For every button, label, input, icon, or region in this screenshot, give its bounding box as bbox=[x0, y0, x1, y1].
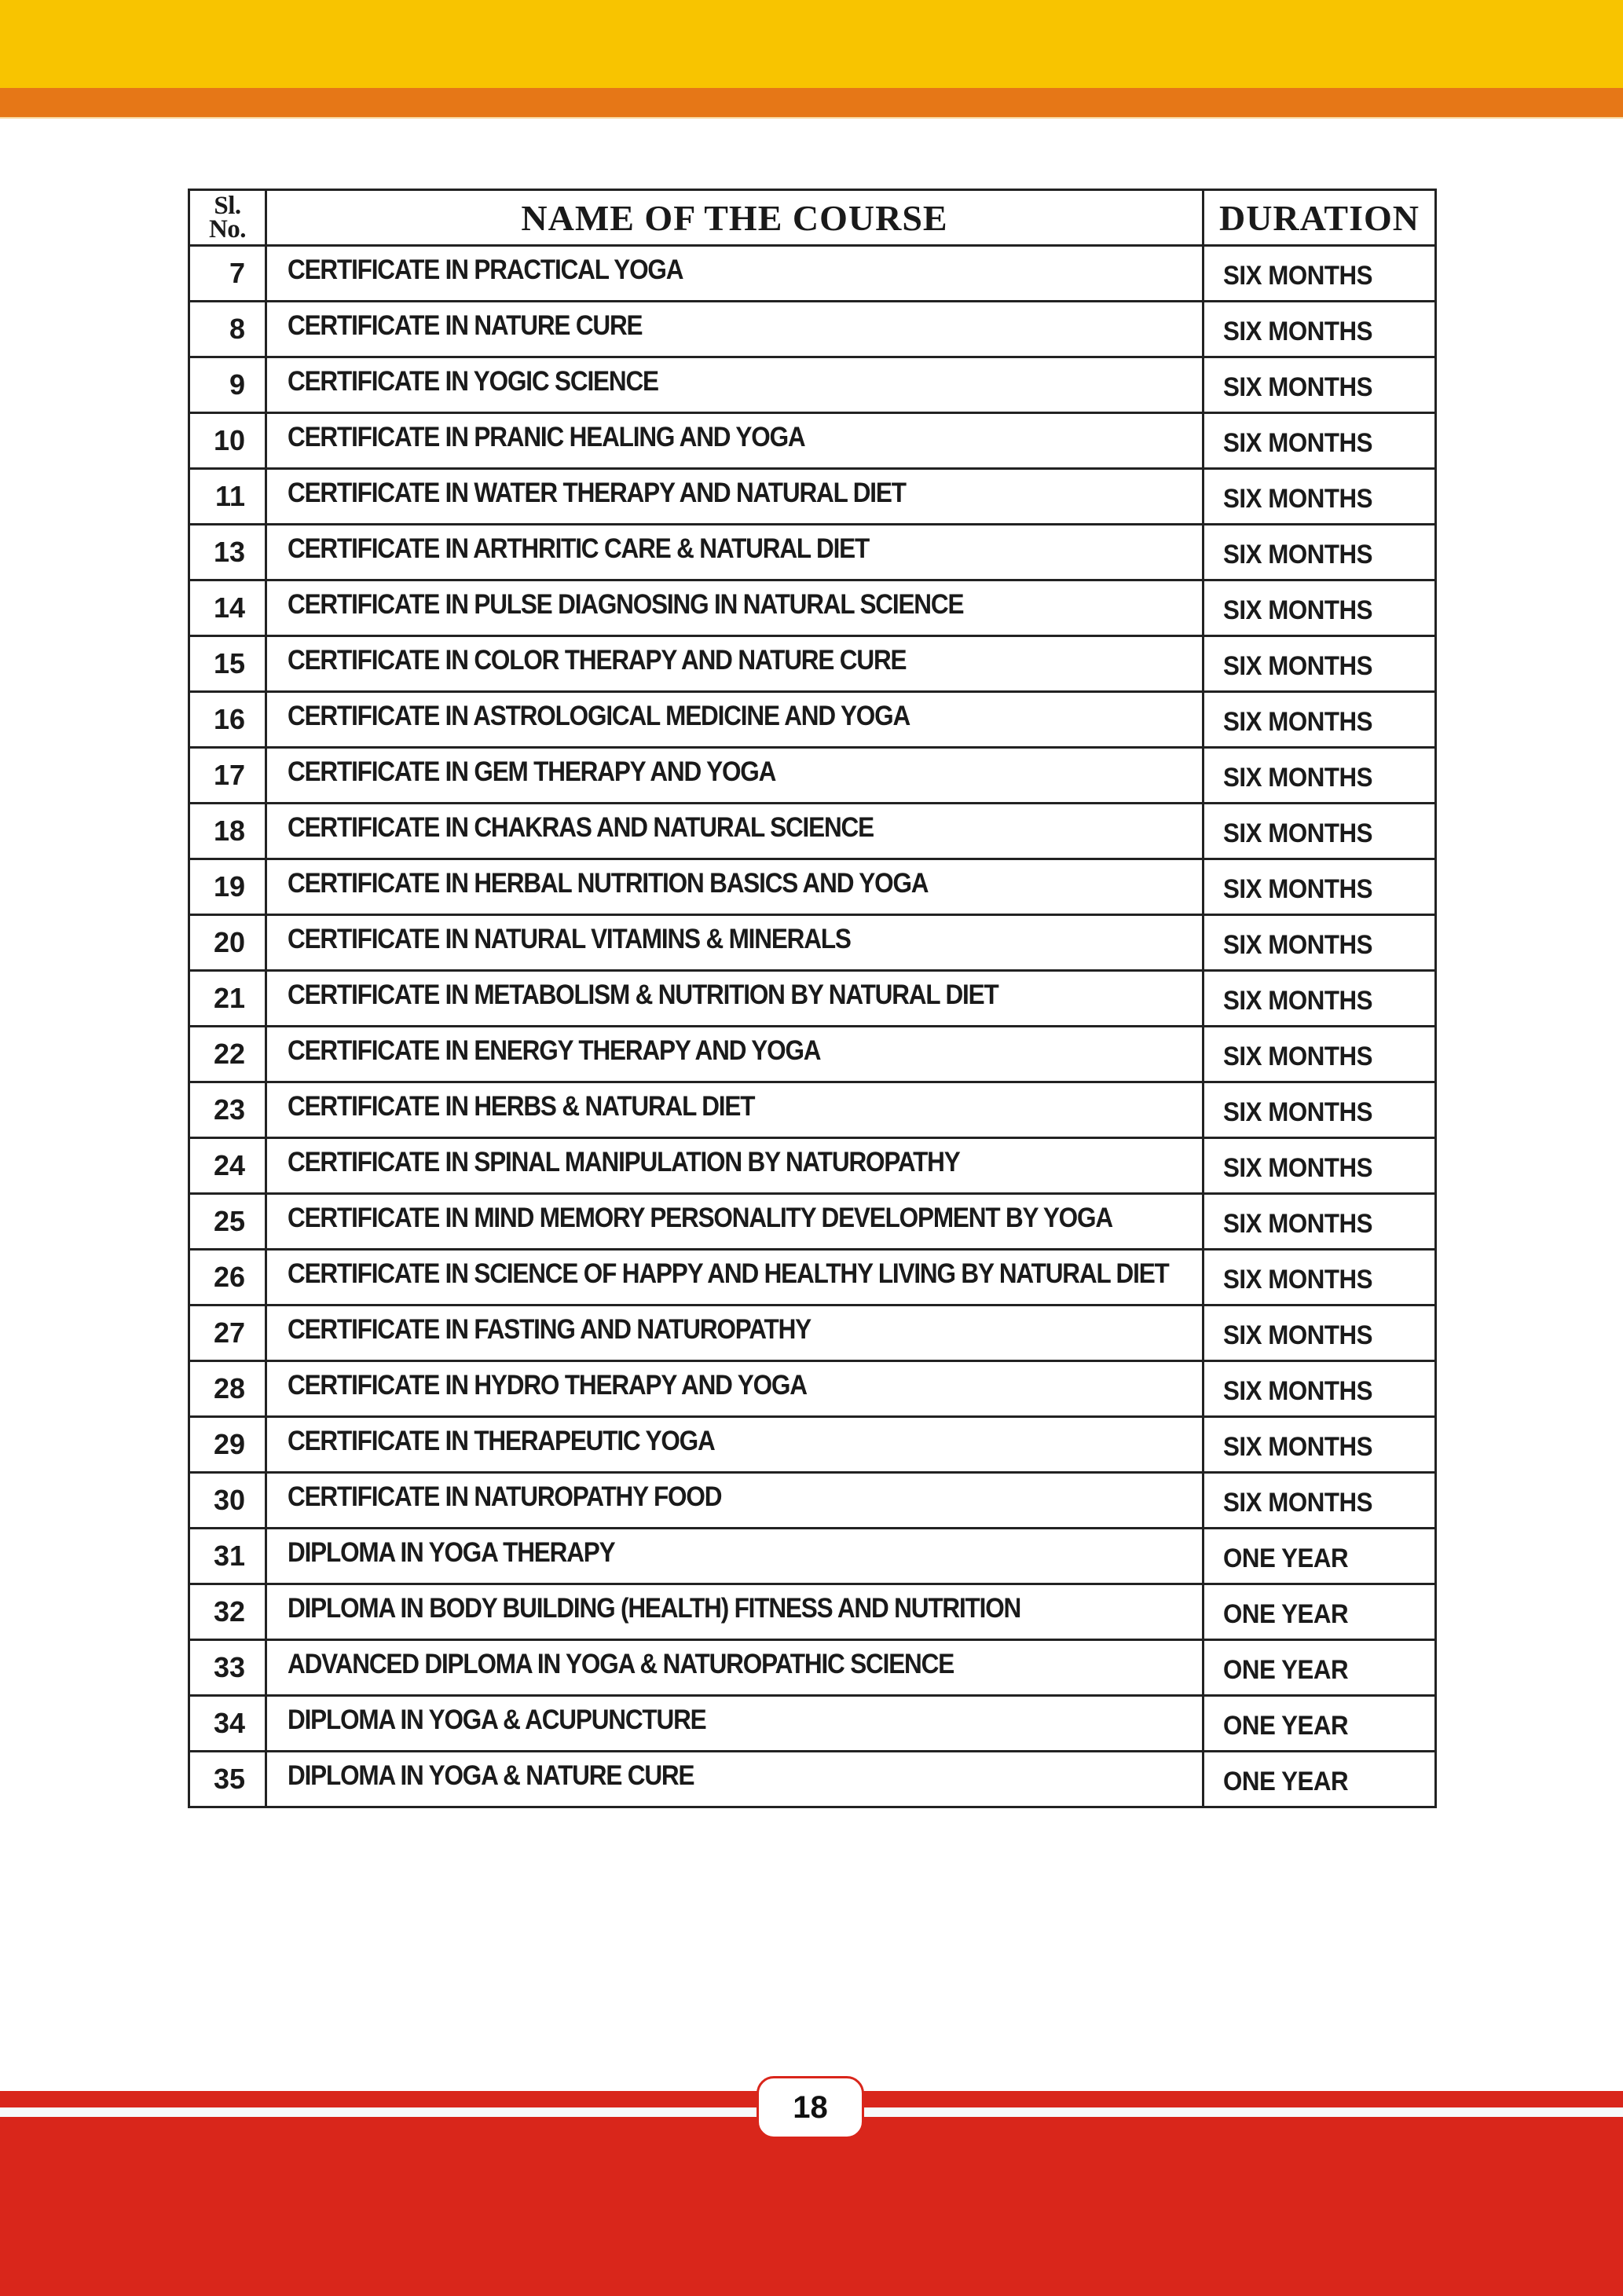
table-row bbox=[189, 580, 1436, 636]
duration: SIX MONTHS bbox=[1223, 929, 1373, 960]
table-row bbox=[189, 1361, 1436, 1417]
course-name-cell bbox=[266, 469, 1204, 525]
duration-cell bbox=[1204, 1027, 1436, 1082]
serial-number-cell: 19 bbox=[189, 859, 266, 915]
column-header-sl-no bbox=[189, 190, 266, 246]
duration: ONE YEAR bbox=[1223, 1766, 1349, 1796]
course-name: DIPLOMA IN YOGA & ACUPUNCTURE bbox=[288, 1705, 706, 1735]
course-name: CERTIFICATE IN METABOLISM & NUTRITION BY NATURAL DIET bbox=[288, 980, 998, 1010]
serial-number-cell: 33 bbox=[189, 1640, 266, 1696]
duration: SIX MONTHS bbox=[1223, 650, 1373, 681]
duration-cell bbox=[1204, 748, 1436, 804]
table-header-row bbox=[189, 190, 1436, 246]
course-name-cell bbox=[266, 1027, 1204, 1082]
duration-cell bbox=[1204, 246, 1436, 302]
course-name-cell bbox=[266, 1138, 1204, 1194]
table-row bbox=[189, 1584, 1436, 1640]
duration-cell bbox=[1204, 636, 1436, 692]
serial-number-cell: 28 bbox=[189, 1361, 266, 1417]
course-name: ADVANCED DIPLOMA IN YOGA & NATUROPATHIC SCIENCE bbox=[288, 1649, 954, 1679]
course-name-cell bbox=[266, 971, 1204, 1027]
duration-cell bbox=[1204, 804, 1436, 859]
duration: SIX MONTHS bbox=[1223, 706, 1373, 737]
serial-number-cell: 27 bbox=[189, 1305, 266, 1361]
course-name: CERTIFICATE IN HERBAL NUTRITION BASICS AND YOGA bbox=[288, 868, 929, 899]
duration-cell bbox=[1204, 971, 1436, 1027]
course-name: DIPLOMA IN YOGA & NATURE CURE bbox=[288, 1760, 694, 1791]
course-name-cell bbox=[266, 525, 1204, 580]
duration-cell bbox=[1204, 413, 1436, 469]
course-name: CERTIFICATE IN HERBS & NATURAL DIET bbox=[288, 1091, 755, 1122]
course-name-cell bbox=[266, 302, 1204, 357]
table-row bbox=[189, 246, 1436, 302]
duration-cell bbox=[1204, 357, 1436, 413]
serial-number-cell: 14 bbox=[189, 580, 266, 636]
serial-number-cell: 8 bbox=[189, 302, 266, 357]
table-row bbox=[189, 915, 1436, 971]
course-name: CERTIFICATE IN ARTHRITIC CARE & NATURAL DIET bbox=[288, 533, 870, 564]
table-row bbox=[189, 859, 1436, 915]
serial-number-cell: 15 bbox=[189, 636, 266, 692]
table-row bbox=[189, 1194, 1436, 1250]
course-table bbox=[188, 189, 1437, 1808]
course-name: CERTIFICATE IN ENERGY THERAPY AND YOGA bbox=[288, 1035, 821, 1066]
course-name: CERTIFICATE IN NATURAL VITAMINS & MINERALS bbox=[288, 924, 851, 954]
duration: SIX MONTHS bbox=[1223, 1431, 1373, 1462]
duration: SIX MONTHS bbox=[1223, 1208, 1373, 1239]
duration: ONE YEAR bbox=[1223, 1710, 1349, 1741]
serial-number-cell: 17 bbox=[189, 748, 266, 804]
footer-band-red bbox=[0, 2117, 1623, 2296]
duration: SIX MONTHS bbox=[1223, 595, 1373, 625]
duration-cell bbox=[1204, 1361, 1436, 1417]
serial-number-cell: 29 bbox=[189, 1417, 266, 1473]
duration-cell bbox=[1204, 1250, 1436, 1305]
duration-cell bbox=[1204, 1417, 1436, 1473]
course-name-cell bbox=[266, 636, 1204, 692]
duration: SIX MONTHS bbox=[1223, 1375, 1373, 1406]
course-name: CERTIFICATE IN NATUROPATHY FOOD bbox=[288, 1481, 722, 1512]
course-name-cell bbox=[266, 1584, 1204, 1640]
duration-cell bbox=[1204, 1194, 1436, 1250]
course-name-cell bbox=[266, 1082, 1204, 1138]
duration-cell bbox=[1204, 580, 1436, 636]
duration-cell bbox=[1204, 1640, 1436, 1696]
table-row bbox=[189, 1082, 1436, 1138]
serial-number-cell: 25 bbox=[189, 1194, 266, 1250]
duration-cell bbox=[1204, 1696, 1436, 1752]
table-row bbox=[189, 357, 1436, 413]
duration: SIX MONTHS bbox=[1223, 985, 1373, 1016]
duration-cell bbox=[1204, 1584, 1436, 1640]
table-row bbox=[189, 804, 1436, 859]
duration-cell bbox=[1204, 1138, 1436, 1194]
course-name: DIPLOMA IN YOGA THERAPY bbox=[288, 1537, 615, 1568]
duration-cell bbox=[1204, 525, 1436, 580]
table-row bbox=[189, 1138, 1436, 1194]
table-row bbox=[189, 413, 1436, 469]
serial-number-cell: 31 bbox=[189, 1529, 266, 1584]
duration-cell bbox=[1204, 692, 1436, 748]
course-name: CERTIFICATE IN MIND MEMORY PERSONALITY DEVELOPMENT BY YOGA bbox=[288, 1203, 1112, 1233]
course-name: CERTIFICATE IN PRANIC HEALING AND YOGA bbox=[288, 422, 805, 452]
duration-cell bbox=[1204, 469, 1436, 525]
duration-cell bbox=[1204, 1752, 1436, 1807]
duration-cell bbox=[1204, 1305, 1436, 1361]
duration-cell bbox=[1204, 302, 1436, 357]
course-name: CERTIFICATE IN CHAKRAS AND NATURAL SCIENCE bbox=[288, 812, 874, 843]
duration-cell bbox=[1204, 859, 1436, 915]
sl-no-line2: No. bbox=[208, 215, 247, 244]
duration: ONE YEAR bbox=[1223, 1543, 1349, 1573]
duration: SIX MONTHS bbox=[1223, 1152, 1373, 1183]
table-row bbox=[189, 1752, 1436, 1807]
table-row bbox=[189, 1473, 1436, 1529]
course-name-cell bbox=[266, 246, 1204, 302]
table-row bbox=[189, 1529, 1436, 1584]
duration: SIX MONTHS bbox=[1223, 1487, 1373, 1518]
serial-number-cell: 11 bbox=[189, 469, 266, 525]
duration: ONE YEAR bbox=[1223, 1598, 1349, 1629]
course-name-cell bbox=[266, 1361, 1204, 1417]
course-name-cell bbox=[266, 1473, 1204, 1529]
serial-number-cell: 13 bbox=[189, 525, 266, 580]
sl-no-line1: Sl. bbox=[214, 192, 241, 220]
table-row bbox=[189, 636, 1436, 692]
course-name: CERTIFICATE IN COLOR THERAPY AND NATURE CURE bbox=[288, 645, 907, 676]
duration: SIX MONTHS bbox=[1223, 1097, 1373, 1127]
serial-number-cell: 24 bbox=[189, 1138, 266, 1194]
duration-cell bbox=[1204, 1529, 1436, 1584]
duration: SIX MONTHS bbox=[1223, 372, 1373, 402]
serial-number-cell: 9 bbox=[189, 357, 266, 413]
course-name-cell bbox=[266, 1752, 1204, 1807]
course-name: CERTIFICATE IN SPINAL MANIPULATION BY NATUROPATHY bbox=[288, 1147, 960, 1177]
duration: SIX MONTHS bbox=[1223, 316, 1373, 346]
course-name: CERTIFICATE IN THERAPEUTIC YOGA bbox=[288, 1426, 715, 1456]
course-name: CERTIFICATE IN ASTROLOGICAL MEDICINE AND YOGA bbox=[288, 701, 910, 731]
course-name: CERTIFICATE IN WATER THERAPY AND NATURAL DIET bbox=[288, 478, 906, 508]
course-name-cell bbox=[266, 1529, 1204, 1584]
serial-number-cell: 16 bbox=[189, 692, 266, 748]
course-name: CERTIFICATE IN SCIENCE OF HAPPY AND HEALTHY LIVING BY NATURAL DIET bbox=[288, 1258, 1169, 1289]
duration: SIX MONTHS bbox=[1223, 818, 1373, 848]
course-name: CERTIFICATE IN YOGIC SCIENCE bbox=[288, 366, 658, 397]
duration: SIX MONTHS bbox=[1223, 260, 1373, 291]
serial-number-cell: 23 bbox=[189, 1082, 266, 1138]
course-name-cell bbox=[266, 1640, 1204, 1696]
serial-number-cell: 35 bbox=[189, 1752, 266, 1807]
page-number-badge bbox=[757, 2076, 864, 2139]
duration-cell bbox=[1204, 1082, 1436, 1138]
table-row bbox=[189, 1417, 1436, 1473]
header-divider bbox=[0, 117, 1623, 119]
table-row bbox=[189, 302, 1436, 357]
serial-number-cell: 32 bbox=[189, 1584, 266, 1640]
duration: SIX MONTHS bbox=[1223, 1041, 1373, 1071]
serial-number-cell: 7 bbox=[189, 246, 266, 302]
serial-number-cell: 26 bbox=[189, 1250, 266, 1305]
duration: SIX MONTHS bbox=[1223, 1264, 1373, 1294]
course-name-cell bbox=[266, 1194, 1204, 1250]
serial-number-cell: 22 bbox=[189, 1027, 266, 1082]
course-name-cell bbox=[266, 804, 1204, 859]
course-name: CERTIFICATE IN FASTING AND NATUROPATHY bbox=[288, 1314, 812, 1345]
table-row bbox=[189, 525, 1436, 580]
column-header-duration: DURATION bbox=[1204, 190, 1436, 246]
duration-cell bbox=[1204, 915, 1436, 971]
duration: SIX MONTHS bbox=[1223, 1320, 1373, 1350]
course-name: CERTIFICATE IN PULSE DIAGNOSING IN NATURAL SCIENCE bbox=[288, 589, 964, 620]
course-name: CERTIFICATE IN PRACTICAL YOGA bbox=[288, 255, 683, 285]
course-name-cell bbox=[266, 1305, 1204, 1361]
table-row bbox=[189, 971, 1436, 1027]
course-name-cell bbox=[266, 1696, 1204, 1752]
course-name-cell bbox=[266, 859, 1204, 915]
course-rows bbox=[189, 246, 1436, 1807]
serial-number-cell: 34 bbox=[189, 1696, 266, 1752]
duration: SIX MONTHS bbox=[1223, 539, 1373, 569]
course-name: CERTIFICATE IN NATURE CURE bbox=[288, 310, 643, 341]
table-row bbox=[189, 1640, 1436, 1696]
course-name-cell bbox=[266, 357, 1204, 413]
column-header-course-name: NAME OF THE COURSE bbox=[266, 190, 1204, 246]
duration: SIX MONTHS bbox=[1223, 873, 1373, 904]
course-name-cell bbox=[266, 692, 1204, 748]
table-row bbox=[189, 1027, 1436, 1082]
duration-cell bbox=[1204, 1473, 1436, 1529]
course-name: CERTIFICATE IN GEM THERAPY AND YOGA bbox=[288, 756, 776, 787]
duration: SIX MONTHS bbox=[1223, 427, 1373, 458]
serial-number-cell: 20 bbox=[189, 915, 266, 971]
serial-number-cell: 30 bbox=[189, 1473, 266, 1529]
serial-number-cell: 10 bbox=[189, 413, 266, 469]
serial-number-cell: 21 bbox=[189, 971, 266, 1027]
course-name-cell bbox=[266, 413, 1204, 469]
course-name-cell bbox=[266, 915, 1204, 971]
table-row bbox=[189, 469, 1436, 525]
duration: SIX MONTHS bbox=[1223, 483, 1373, 514]
table-row bbox=[189, 1305, 1436, 1361]
duration: SIX MONTHS bbox=[1223, 762, 1373, 793]
course-name: DIPLOMA IN BODY BUILDING (HEALTH) FITNESS AND NUTRITION bbox=[288, 1593, 1021, 1624]
course-name-cell bbox=[266, 580, 1204, 636]
course-name-cell bbox=[266, 1417, 1204, 1473]
table-row bbox=[189, 692, 1436, 748]
page-number: 18 bbox=[793, 2089, 828, 2125]
table-row bbox=[189, 1250, 1436, 1305]
table-row bbox=[189, 1696, 1436, 1752]
course-name-cell bbox=[266, 1250, 1204, 1305]
table-row bbox=[189, 748, 1436, 804]
course-name-cell bbox=[266, 748, 1204, 804]
header-band-orange bbox=[0, 88, 1623, 117]
duration: ONE YEAR bbox=[1223, 1654, 1349, 1685]
header-band-yellow bbox=[0, 0, 1623, 88]
course-name: CERTIFICATE IN HYDRO THERAPY AND YOGA bbox=[288, 1370, 807, 1401]
serial-number-cell: 18 bbox=[189, 804, 266, 859]
